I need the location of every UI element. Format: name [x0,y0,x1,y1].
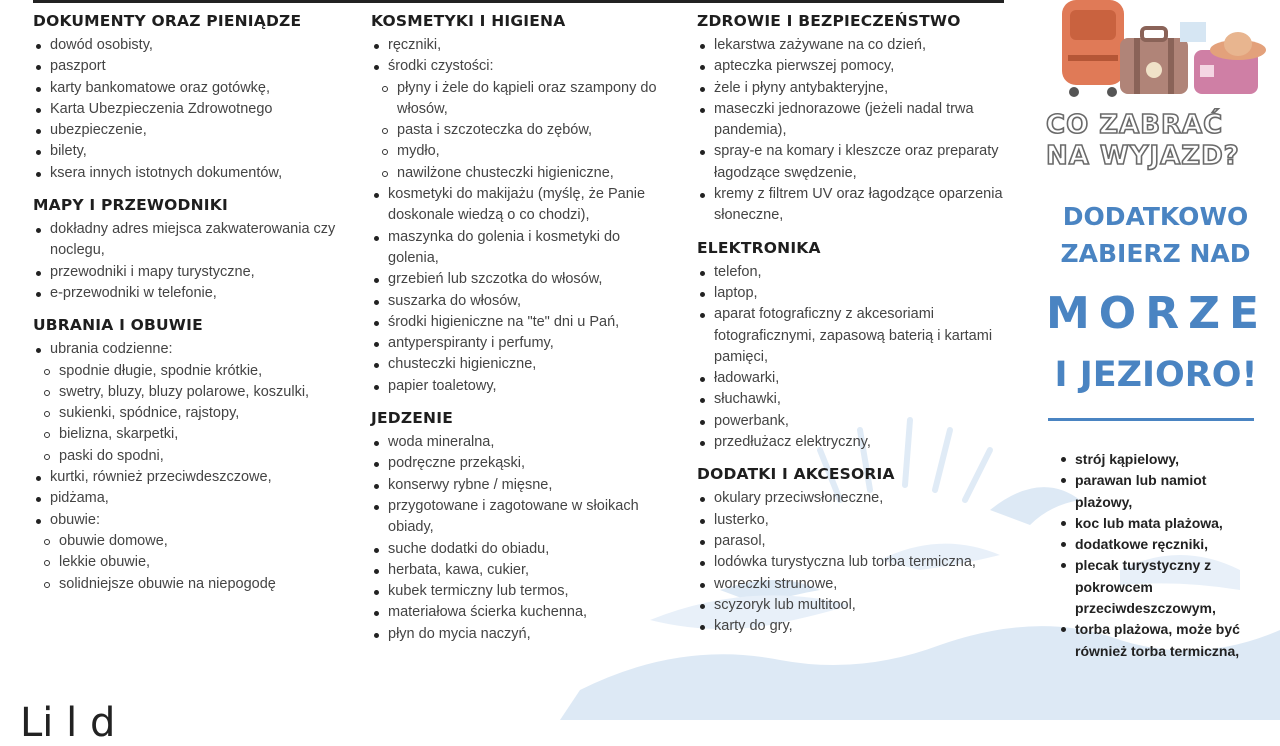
dodatkowo-line-2: ZABIERZ NAD [1060,239,1251,268]
list-item [371,56,671,77]
list-item [371,333,671,354]
list-item [371,269,671,290]
list-item-text: materiałowa ścierka kuchenna, [388,604,588,621]
list-item [697,262,1007,283]
section-list [697,35,1007,227]
list-item [371,312,671,333]
list-item-text: kubek termiczny lub termos, [388,583,569,600]
list-item-text: słuchawki, [714,391,781,408]
list-item [33,141,353,162]
list-item-text: przedłużacz elektryczny, [714,434,871,451]
list-item-text: grzebień lub szczotka do włosów, [388,271,603,288]
list-item-text: dokładny adres miejsca zakwaterowania czy noclegu, [50,221,336,259]
list-item-text: przewodniki i mapy turystyczne, [50,263,255,280]
list-item [371,184,671,227]
list-item-text: kurtki, również przeciwdeszczowe, [50,469,272,486]
list-item-text: środki higieniczne na "te" dni u Pań, [388,313,620,330]
list-item [697,304,1007,368]
sub-list-item: pasta i szczoteczka do zębów, [371,120,671,141]
list-item [697,35,1007,56]
list-item-text: podręczne przekąski, [388,455,526,472]
list-item [371,624,671,645]
list-item-text: antyperspiranty i perfumy, [388,335,554,352]
column-1 [33,12,353,595]
beach-items-list [1060,449,1260,662]
section-list [371,35,671,397]
list-item-text: woda mineralna, [388,434,495,451]
beach-item: plecak turystyczny z pokrowcem przeciwdeszczowym, [1060,555,1260,619]
list-item [697,510,1007,531]
list-item-text: ubrania codzienne: [50,341,173,358]
list-item [697,283,1007,304]
list-item-text: Karta Ubezpieczenia Zdrowotnego [50,100,273,117]
list-item [697,552,1007,573]
list-item-text: chusteczki higieniczne, [388,356,537,373]
list-item [371,291,671,312]
list-item-text: obuwie: [50,511,100,528]
list-item-text: środki czystości: [388,58,494,75]
column-3 [697,12,1007,637]
list-item [697,389,1007,410]
sub-list [371,78,671,184]
list-item [33,283,353,304]
list-item [371,354,671,375]
list-item-text: maseczki jednorazowe (jeżeli nadal trwa pandemia), [714,100,974,139]
section-title: UBRANIA I OBUWIE [33,316,203,335]
list-item-text: powerbank, [714,412,789,429]
list-item [697,616,1007,637]
list-item [33,488,353,509]
beach-item: torba plażowa, może być również torba termiczna, [1060,619,1260,662]
list-item [33,35,353,56]
sublist-wrap [33,531,353,595]
list-item-text: ładowarki, [714,370,780,387]
morze-heading: MORZE [1046,288,1269,339]
section-title: JEDZENIE [371,409,453,428]
list-item-text: lekarstwa zażywane na co dzień, [714,37,926,53]
list-item-text: maszynka do golenia i kosmetyki do golenia, [388,228,621,266]
section-title: DODATKI I AKCESORIA [697,465,895,484]
headline: CO ZABRAĆ NA WYJAZD? [1046,110,1240,171]
list-item-text: dowód osobisty, [50,37,153,53]
section-list [33,219,353,304]
sub-list [33,361,353,467]
list-item [33,163,353,184]
list-item [33,78,353,99]
sub-list-item: obuwie domowe, [33,531,353,552]
sublist-wrap [33,361,353,467]
section-title: DOKUMENTY ORAZ PIENIĄDZE [33,12,302,30]
list-item-text: okulary przeciwsłoneczne, [714,490,884,507]
section-list [697,262,1007,454]
list-item-text: przygotowane i zagotowane w słoikach obiady, [388,497,639,536]
right-sidebar [1040,0,1280,720]
list-item-text: kremy z filtrem UV oraz łagodzące oparzenia słoneczne, [714,186,1003,224]
list-item-text: spray-e na komary i kleszcze oraz preparaty łagodzące swędzenie, [714,143,999,181]
list-item-text: suche dodatki do obiadu, [388,540,550,557]
list-item-text: herbata, kawa, cukier, [388,561,530,578]
list-item-text: kosmetyki do makijażu (myślę, że Panie doskonale wiedzą o co chodzi), [388,186,646,224]
list-item [697,488,1007,509]
list-item-text: żele i płyny antybakteryjne, [714,79,889,96]
list-item-text: bilety, [50,143,87,160]
list-item [697,574,1007,595]
list-item-text: e-przewodniki w telefonie, [50,284,217,301]
list-item [371,560,671,581]
sub-list-item: płyny i żele do kąpieli oraz szampony do włosów, [371,78,671,121]
list-item-text: telefon, [714,263,762,280]
sub-list-item: nawilżone chusteczki higieniczne, [371,163,671,184]
sub-list-item: solidniejsze obuwie na niepogodę [33,574,353,595]
list-item [33,262,353,283]
list-item [33,120,353,141]
beach-item: koc lub mata plażowa, [1060,513,1260,534]
list-item [371,475,671,496]
beach-item: dodatkowe ręczniki, [1060,534,1260,555]
sublist-wrap [371,78,671,184]
sub-list-item: mydło, [371,141,671,162]
list-item [33,99,353,120]
list-item-text: papier toaletowy, [388,377,497,394]
top-rule [33,0,1004,3]
list-item-text: lusterko, [714,511,769,528]
section-title: MAPY I PRZEWODNIKI [33,196,228,215]
sub-list-item: spodnie długie, spodnie krótkie, [33,361,353,382]
list-item [371,496,671,539]
sub-list-item: sukienki, spódnice, rajstopy, [33,403,353,424]
section-title: ZDROWIE I BEZPIECZEŃSTWO [697,12,961,30]
section-list [697,488,1007,637]
list-item-text: karty bankomatowe oraz gotówkę, [50,79,271,96]
list-item [33,56,353,77]
dodatkowo-line-1: DODATKOWO [1062,202,1249,231]
list-item [697,432,1007,453]
list-item-text: pidżama, [50,490,109,507]
list-item-text: karty do gry, [714,618,793,635]
list-item [697,595,1007,616]
sidebar-divider [1048,418,1254,421]
list-item [371,539,671,560]
list-item [371,432,671,453]
section-title: ELEKTRONIKA [697,238,821,257]
list-item [33,219,353,262]
list-item [371,376,671,397]
jezioro-heading: I JEZIORO! [1054,355,1258,395]
list-item-text: lodówka turystyczna lub torba termiczna, [714,554,976,571]
list-item-text: aparat fotograficzny z akcesoriami fotograficznymi, zapasową baterią i kartami pamięci, [714,306,993,365]
dodatkowo-heading [1048,198,1263,272]
list-item [371,453,671,474]
list-item [33,339,353,360]
list-item [697,56,1007,77]
section-list [33,339,353,595]
section-title: KOSMETYKI I HIGIENA [371,12,566,30]
list-item [33,467,353,488]
luggage-illustration [1050,0,1270,100]
list-item-text: scyzoryk lub multitool, [714,596,856,613]
list-item-text: laptop, [714,284,758,301]
list-item-text: woreczki strunowe, [714,575,838,592]
list-item [697,368,1007,389]
list-item [371,35,671,56]
list-item [697,78,1007,99]
section-list [33,35,353,184]
list-item [697,184,1007,227]
section-list [371,432,671,645]
beach-item: parawan lub namiot plażowy, [1060,470,1260,513]
list-item-text: konserwy rybne / mięsne, [388,476,553,493]
sub-list-item: bielizna, skarpetki, [33,424,353,445]
list-item [371,602,671,623]
list-item-text: suszarka do włosów, [388,292,521,309]
list-item-text: paszport [50,58,106,75]
sub-list [33,531,353,595]
list-item [697,531,1007,552]
list-item [371,227,671,270]
sub-list-item: lekkie obuwie, [33,552,353,573]
footer-partial-text: Li l d [20,700,116,746]
list-item-text: płyn do mycia naczyń, [388,625,531,642]
list-item-text: ręczniki, [388,37,442,53]
list-item-text: ubezpieczenie, [50,122,147,139]
list-item-text: parasol, [714,532,766,549]
list-item [33,510,353,531]
beach-item: strój kąpielowy, [1060,449,1260,470]
column-2 [371,12,671,645]
sub-list-item: paski do spodni, [33,446,353,467]
sub-list-item: swetry, bluzy, bluzy polarowe, koszulki, [33,382,353,403]
list-item-text: apteczka pierwszej pomocy, [714,58,895,75]
list-item [697,141,1007,184]
list-item [371,581,671,602]
list-item-text: ksera innych istotnych dokumentów, [50,164,283,181]
list-item [697,411,1007,432]
list-item [697,99,1007,142]
